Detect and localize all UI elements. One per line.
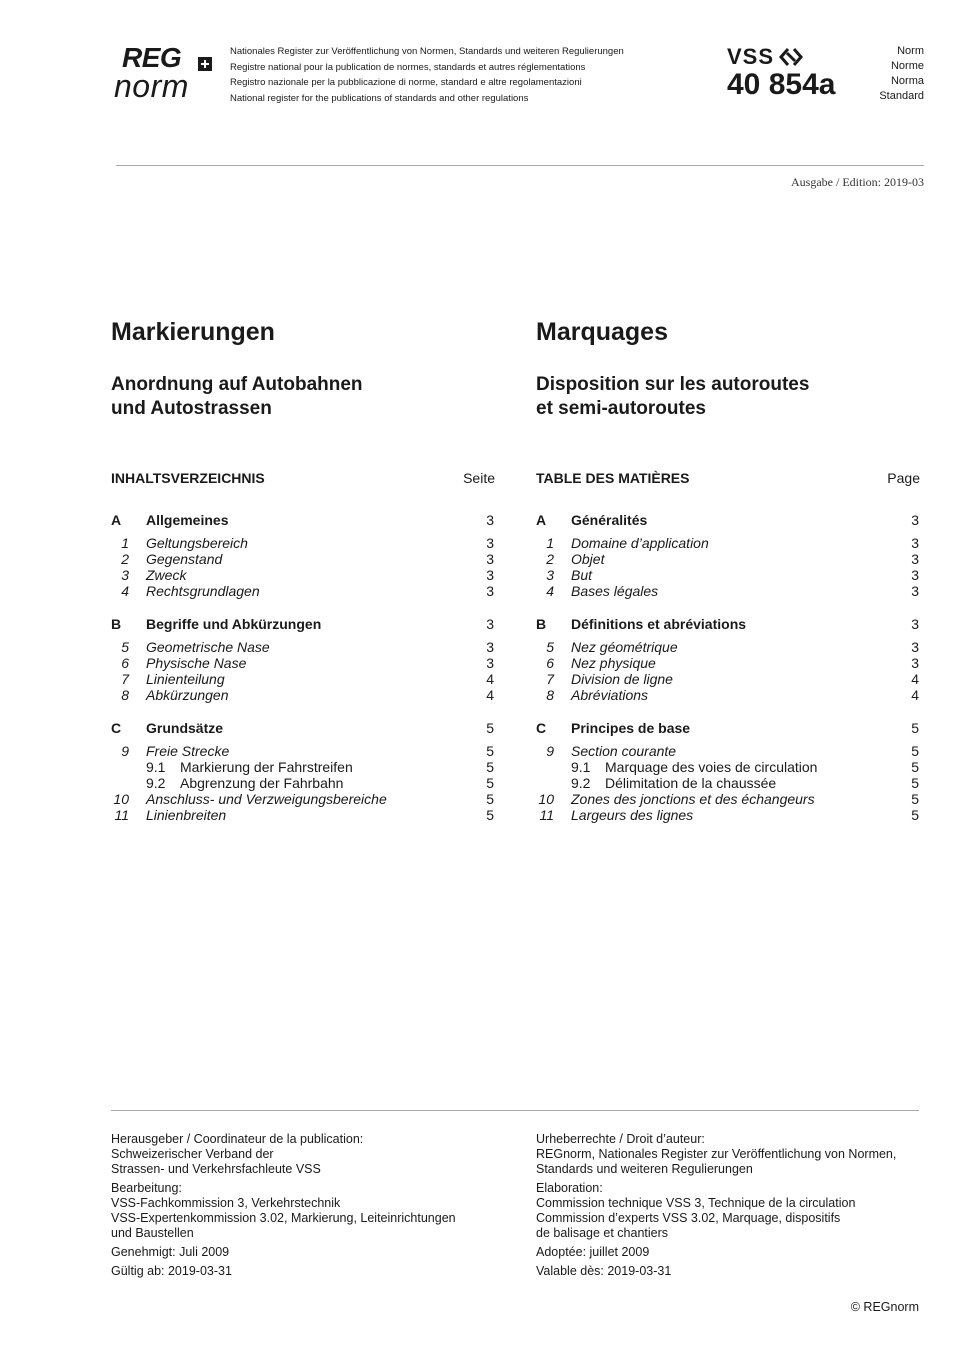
toc-item-page: 4 [486, 671, 494, 687]
toc-section-letter: B [536, 616, 547, 632]
toc-section-letter: A [536, 512, 547, 528]
footer-line: Elaboration: [536, 1181, 603, 1195]
footer-line: Adoptée: juillet 2009 [536, 1245, 650, 1259]
toc-section-letter: C [111, 720, 122, 736]
toc-item-number: 8 [546, 687, 554, 703]
toc-subitem [111, 759, 494, 775]
toc-item-number: 2 [121, 551, 129, 567]
toc-item-page: 5 [486, 743, 494, 759]
toc-item-number: 5 [121, 639, 129, 655]
toc-subitem-page: 5 [486, 775, 494, 791]
toc-item-title: Nez géométrique [571, 639, 678, 655]
title-block-fr [536, 315, 920, 421]
toc-item-number: 3 [546, 567, 554, 583]
toc-section [536, 511, 919, 599]
toc-heading-de [111, 469, 495, 487]
footer-block [111, 1264, 495, 1279]
toc-item [111, 655, 494, 671]
toc-section [111, 511, 494, 599]
norm-label-en: Standard [879, 90, 924, 102]
toc-subitem-page: 5 [911, 759, 919, 775]
toc-subitem-title: Markierung der Fahrstreifen [180, 759, 353, 775]
norm-label-fr: Norme [890, 60, 924, 72]
toc-item-number: 9 [121, 743, 129, 759]
table-of-contents-fr [536, 511, 919, 839]
toc-section-header [111, 719, 494, 737]
toc-subitem-number: 9.1 [146, 759, 166, 775]
toc-heading-fr [536, 469, 920, 487]
toc-section-title: Begriffe und Abkürzungen [146, 616, 322, 632]
footer-line: Genehmigt: Juli 2009 [111, 1245, 230, 1259]
toc-section [536, 719, 919, 823]
toc-item-title: Geometrische Nase [146, 639, 270, 655]
footer-block [536, 1264, 920, 1279]
header-divider [116, 165, 924, 166]
toc-item-number: 5 [546, 639, 554, 655]
toc-section-page: 3 [486, 616, 494, 632]
footer-line: Gültig ab: 2019-03-31 [111, 1264, 232, 1278]
footer-line: Standards und weiteren Regulierungen [536, 1162, 753, 1176]
register-line-fr: Registre national pour la publication de normes, standards et autres réglementations [230, 61, 586, 73]
toc-section-page: 3 [911, 512, 919, 528]
toc-section-title: Définitions et abréviations [571, 616, 747, 632]
toc-item-number: 1 [121, 535, 129, 551]
toc-subitem [536, 775, 919, 791]
toc-section [111, 615, 494, 703]
toc-page-label-de: Seite [463, 470, 495, 486]
register-line-en: National register for the publications of standards and other regulations [230, 92, 529, 104]
toc-section-page: 5 [486, 720, 494, 736]
toc-item [536, 639, 919, 655]
toc-subitem-title: Marquage des voies de circulation [605, 759, 818, 775]
toc-subitem-number: 9.2 [146, 775, 166, 791]
toc-section-title: Principes de base [571, 720, 691, 736]
footer-line: Bearbeitung: [111, 1181, 182, 1195]
toc-item [111, 807, 494, 823]
register-description [230, 44, 624, 106]
toc-item-page: 5 [486, 807, 494, 823]
toc-item-title: Nez physique [571, 655, 656, 671]
toc-item-title: Rechtsgrundlagen [146, 583, 260, 599]
toc-subitem [536, 759, 919, 775]
toc-item-title: Physische Nase [146, 655, 247, 671]
toc-item-number: 10 [538, 791, 554, 807]
footer-block [111, 1181, 495, 1241]
toc-item-page: 3 [486, 583, 494, 599]
toc-subitem-page: 5 [486, 759, 494, 775]
toc-section [111, 719, 494, 823]
toc-item-title: Abkürzungen [146, 687, 229, 703]
toc-item-number: 11 [539, 807, 554, 823]
toc-item-page: 3 [486, 639, 494, 655]
toc-item-number: 6 [546, 655, 554, 671]
regnorm-logo [114, 44, 214, 106]
toc-item-number: 7 [121, 671, 129, 687]
toc-item-title: Gegenstand [146, 551, 223, 567]
document-subtitle-de: Anordnung auf Autobahnen und Autostrassen [111, 374, 363, 419]
toc-item-page: 5 [911, 743, 919, 759]
toc-item-page: 3 [911, 583, 919, 599]
toc-item [111, 671, 494, 687]
toc-item-title: Anschluss- und Verzweigungsbereiche [146, 791, 387, 807]
toc-item-title: Objet [571, 551, 605, 567]
edition-label: Ausgabe / Edition: 2019-03 [791, 175, 924, 189]
toc-item [536, 791, 919, 807]
toc-item-number: 7 [546, 671, 554, 687]
toc-item-page: 3 [486, 535, 494, 551]
toc-item [536, 807, 919, 823]
toc-item-title: Zweck [146, 567, 187, 583]
toc-item-title: Geltungsbereich [146, 535, 248, 551]
toc-section-header [536, 615, 919, 633]
toc-section-title: Allgemeines [146, 512, 229, 528]
footer-block [111, 1132, 495, 1177]
toc-section-title: Généralités [571, 512, 648, 528]
footer-line: REGnorm, Nationales Register zur Veröffentlichung von Normen, [536, 1147, 897, 1161]
toc-item-title: Zones des jonctions et des échangeurs [571, 791, 815, 807]
norm-label-it: Norma [890, 75, 924, 87]
footer-line: VSS-Expertenkommission 3.02, Markierung, Leiteinrichtungen [111, 1211, 456, 1225]
norm-type-labels [879, 44, 924, 104]
toc-item-page: 5 [486, 791, 494, 807]
vss-logo-text: VSS [727, 44, 775, 69]
footer-line: VSS-Fachkommission 3, Verkehrstechnik [111, 1196, 341, 1210]
toc-item [536, 583, 919, 599]
toc-item [111, 551, 494, 567]
toc-item-title: Freie Strecke [146, 743, 230, 759]
toc-section-page: 5 [911, 720, 919, 736]
footer-block [536, 1181, 920, 1241]
toc-item-page: 3 [911, 655, 919, 671]
swiss-cross-icon [198, 57, 212, 71]
toc-item-title: Abréviations [571, 687, 649, 703]
toc-item [111, 743, 494, 759]
toc-item-title: Section courante [571, 743, 677, 759]
document-title-de: Markierungen [111, 318, 275, 346]
document-subtitle-fr: Disposition sur les autoroutes et semi-autoroutes [536, 374, 810, 419]
toc-item-number: 1 [546, 535, 554, 551]
toc-item-title: But [571, 567, 593, 583]
toc-section-header [536, 511, 919, 529]
toc-item [111, 535, 494, 551]
toc-section-header [111, 615, 494, 633]
toc-subitem-number: 9.2 [571, 775, 591, 791]
footer-info-fr [536, 1132, 920, 1283]
toc-subitem-title: Abgrenzung der Fahrbahn [180, 775, 344, 791]
toc-item-page: 3 [486, 551, 494, 567]
footer-block [536, 1132, 920, 1177]
toc-item-page: 3 [911, 639, 919, 655]
toc-item-page: 5 [911, 807, 919, 823]
toc-section-letter: B [111, 616, 122, 632]
toc-section-page: 3 [486, 512, 494, 528]
footer-line: Urheberrechte / Droit d’auteur: [536, 1132, 705, 1146]
toc-item [536, 671, 919, 687]
toc-subitem-title: Délimitation de la chaussée [605, 775, 777, 791]
toc-item [111, 567, 494, 583]
copyright-notice: © REGnorm [850, 1300, 919, 1314]
toc-item [536, 743, 919, 759]
toc-item [111, 791, 494, 807]
toc-item-number: 2 [546, 551, 554, 567]
standard-number: 40 854a [727, 68, 836, 101]
footer-divider [111, 1110, 919, 1111]
vss-arrows-icon [778, 46, 804, 68]
toc-item [536, 655, 919, 671]
toc-item-number: 3 [121, 567, 129, 583]
toc-item-page: 5 [911, 791, 919, 807]
toc-item-page: 3 [911, 551, 919, 567]
toc-item [536, 567, 919, 583]
toc-item [536, 687, 919, 703]
toc-item [111, 639, 494, 655]
toc-title-de: INHALTSVERZEICHNIS [111, 470, 265, 486]
toc-title-fr: TABLE DES MATIÈRES [536, 470, 690, 486]
logo-norm-text: norm [114, 68, 189, 104]
toc-item-page: 4 [911, 671, 919, 687]
footer-info-de [111, 1132, 495, 1283]
toc-item-title: Division de ligne [571, 671, 673, 687]
toc-item-page: 3 [911, 535, 919, 551]
toc-section-letter: A [111, 512, 122, 528]
toc-section-header [111, 511, 494, 529]
toc-item-number: 10 [113, 791, 129, 807]
toc-item-page: 3 [486, 567, 494, 583]
footer-block [536, 1245, 920, 1260]
footer-line: Strassen- und Verkehrsfachleute VSS [111, 1162, 321, 1176]
table-of-contents-de [111, 511, 494, 839]
toc-item-title: Largeurs des lignes [571, 807, 694, 823]
toc-item-number: 6 [121, 655, 129, 671]
toc-section-header [536, 719, 919, 737]
footer-line: de balisage et chantiers [536, 1226, 669, 1240]
vss-standard-id [727, 44, 835, 102]
register-line-de: Nationales Register zur Veröffentlichung von Normen, Standards und weiteren Regulierungen [230, 46, 624, 57]
norm-label-de: Norm [897, 45, 924, 57]
toc-item-page: 3 [911, 567, 919, 583]
toc-item-number: 11 [114, 807, 129, 823]
toc-item-number: 9 [546, 743, 554, 759]
register-line-it: Registro nazionale per la pubblicazione di norme, standard e altre regolamentazioni [230, 77, 582, 88]
toc-section-letter: C [536, 720, 547, 736]
toc-item-title: Linienbreiten [146, 807, 227, 823]
footer-line: Herausgeber / Coordinateur de la publication: [111, 1132, 364, 1146]
toc-item-title: Bases légales [571, 583, 659, 599]
footer-line: Commission d’experts VSS 3.02, Marquage, dispositifs [536, 1211, 841, 1225]
toc-item-title: Linienteilung [146, 671, 225, 687]
toc-item-page: 3 [486, 655, 494, 671]
toc-item-title: Domaine d’application [571, 535, 709, 551]
toc-item [111, 583, 494, 599]
toc-section-title: Grundsätze [146, 720, 224, 736]
title-block-de [111, 315, 495, 421]
toc-item [111, 687, 494, 703]
logo-reg-text: REG [122, 42, 182, 73]
toc-item-number: 8 [121, 687, 129, 703]
toc-item-number: 4 [546, 583, 554, 599]
toc-subitem-number: 9.1 [571, 759, 591, 775]
toc-item-page: 4 [486, 687, 494, 703]
toc-section [536, 615, 919, 703]
toc-item-number: 4 [121, 583, 129, 599]
toc-subitem [111, 775, 494, 791]
footer-line: Schweizerischer Verband der [111, 1147, 274, 1161]
toc-item [536, 535, 919, 551]
toc-page-label-fr: Page [887, 470, 920, 486]
footer-block [111, 1245, 495, 1260]
footer-line: Commission technique VSS 3, Technique de la circulation [536, 1196, 856, 1210]
toc-subitem-page: 5 [911, 775, 919, 791]
footer-line: und Baustellen [111, 1226, 194, 1240]
document-title-fr: Marquages [536, 318, 668, 346]
toc-item [536, 551, 919, 567]
footer-line: Valable dès: 2019-03-31 [536, 1264, 672, 1278]
toc-section-page: 3 [911, 616, 919, 632]
toc-item-page: 4 [911, 687, 919, 703]
